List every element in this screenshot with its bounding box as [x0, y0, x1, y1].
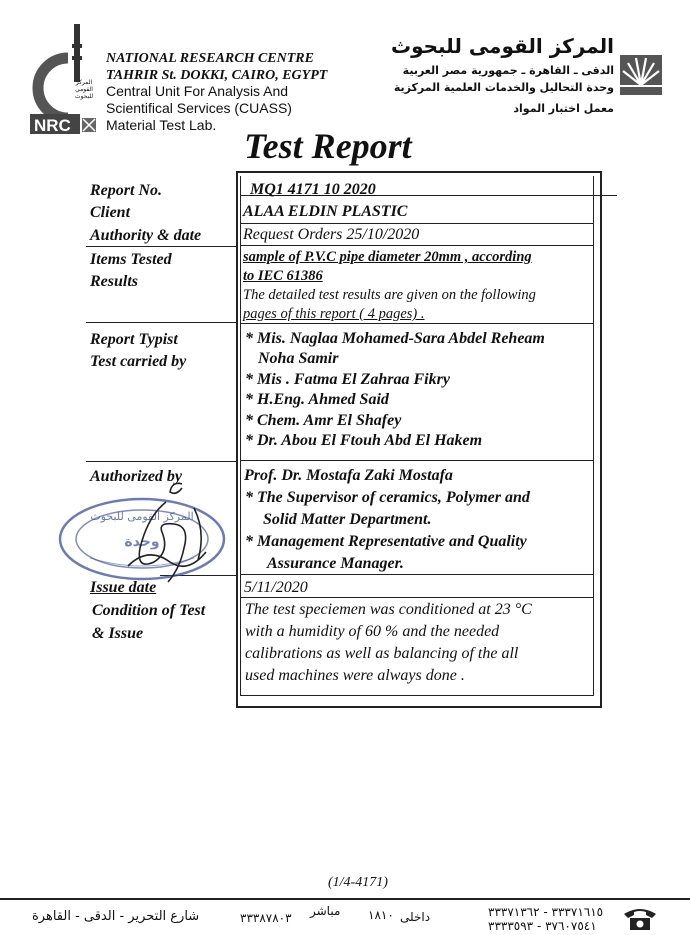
nrc-logo	[28, 22, 98, 134]
svg-text:المركز القومى للبحوث: المركز القومى للبحوث	[90, 510, 194, 523]
label-report-no: Report No.	[90, 182, 162, 199]
footer-phones-1: ٣٣٣٧١٦١٥ - ٣٣٣٧١٣٦٢	[488, 905, 604, 919]
unit-line-2: Scientifical Services (CUASS)	[106, 100, 292, 116]
footer-fax-number: ٣٣٣٨٧٨٠٣	[240, 911, 292, 925]
label-divider-1	[86, 246, 236, 247]
label-authorized-by: Authorized by	[90, 468, 183, 485]
value-items-1: sample of P.V.C pipe diameter 20mm , according	[243, 249, 532, 265]
label-divider-3	[86, 461, 236, 462]
label-client: Client	[90, 204, 131, 221]
row-divider-authority	[241, 245, 594, 246]
typist-6: * Dr. Abou El Ftouh Abd El Hakem	[245, 432, 483, 449]
value-results-2: pages of this report ( 4 pages) .	[243, 306, 425, 322]
row-divider-typist	[241, 460, 594, 461]
page-reference: (1/4-4171)	[328, 875, 388, 890]
label-report-typist: Report Typist	[90, 331, 178, 348]
lab-arabic: معمل اختبار المواد	[513, 102, 614, 115]
lab-name: Material Test Lab.	[106, 117, 217, 133]
value-items-2: to IEC 61386	[243, 268, 323, 284]
report-title: Test Report	[244, 126, 412, 166]
row-divider-results	[241, 323, 594, 324]
org-name-arabic: المركز القومى للبحوث	[390, 34, 614, 58]
inner-bottom-border	[240, 695, 594, 696]
label-authority: Authority & date	[90, 227, 202, 244]
typist-3: * Mis . Fatma El Zahraa Fikry	[245, 371, 450, 388]
telephone-icon	[622, 906, 658, 930]
org-address: TAHRIR St. DOKKI, CAIRO, EGYPT	[106, 68, 328, 83]
condition-line-1: The test speciemen was conditioned at 23 °C	[245, 601, 532, 618]
svg-text:وحدة: وحدة	[124, 534, 160, 550]
authorized-role-1: * The Supervisor of ceramics, Polymer and	[245, 489, 530, 506]
unit-line-1: Central Unit For Analysis And	[106, 83, 289, 99]
footer-ext-label: داخلى	[400, 910, 431, 924]
label-items-tested: Items Tested	[90, 251, 172, 268]
typist-1: * Mis. Naglaa Mohamed-Sara Abdel Reheam	[245, 330, 545, 347]
sun-logo	[620, 55, 662, 95]
inner-left-border	[240, 176, 241, 695]
label-condition-1: Condition of Test	[92, 602, 206, 619]
footer-address-arabic: شارع التحرير - الدقى - القاهرة	[32, 909, 200, 924]
inner-right-border	[593, 176, 594, 695]
value-issue-date: 5/11/2020	[244, 579, 308, 596]
row-divider-authorized	[241, 574, 594, 575]
authorized-name: Prof. Dr. Mostafa Zaki Mostafa	[244, 467, 453, 484]
authorized-role-4: Assurance Manager.	[267, 555, 404, 572]
authorized-role-3: * Management Representative and Quality	[245, 533, 527, 550]
footer-phones-2: ٣٧٦٠٧٥٤١ - ٣٣٣٣٥٩٣	[488, 919, 597, 933]
svg-text:NRC: NRC	[34, 116, 71, 134]
typist-5: * Chem. Amr El Shafey	[245, 412, 402, 429]
typist-4: * H.Eng. Ahmed Said	[245, 391, 389, 408]
footer-rule	[0, 898, 690, 900]
typist-2: Noha Samir	[258, 350, 339, 367]
row-divider-issue	[241, 597, 594, 598]
footer-ext-number: ١٨١٠	[368, 908, 394, 922]
label-issue-date: Issue date	[90, 579, 157, 596]
logo-arabic-text: المركز القومي للبحوث	[74, 80, 94, 100]
condition-line-4: used machines were always done .	[245, 667, 465, 684]
unit-arabic: وحدة التحاليل والخدمات العلمية المركزية	[393, 81, 614, 94]
value-results-1: The detailed test results are given on the following	[243, 287, 536, 303]
label-divider-2	[86, 322, 236, 323]
label-test-carried-by: Test carried by	[90, 353, 187, 370]
signature	[110, 478, 220, 590]
value-client: ALAA ELDIN PLASTIC	[243, 203, 408, 220]
condition-line-3: calibrations as well as balancing of the all	[245, 645, 519, 662]
address-arabic: الدقى ـ القاهرة ـ جمهورية مصر العربية	[402, 64, 614, 77]
footer-fax-label: مباشر	[310, 904, 341, 918]
value-authority: Request Orders 25/10/2020	[243, 226, 420, 243]
org-name: NATIONAL RESEARCH CENTRE	[106, 51, 314, 66]
label-condition-2: & Issue	[92, 625, 144, 642]
authorized-role-2: Solid Matter Department.	[263, 511, 432, 528]
condition-line-2: with a humidity of 60 % and the needed	[245, 623, 500, 640]
value-report-no: MQ1 4171 10 2020	[250, 181, 376, 198]
label-results: Results	[90, 273, 139, 290]
